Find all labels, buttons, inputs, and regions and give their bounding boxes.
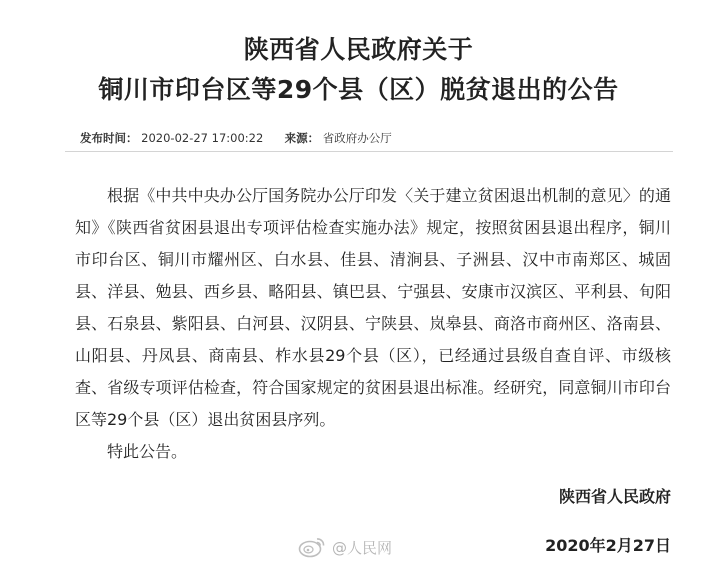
signature-date: 2020年2月27日 [545,536,671,555]
source-label: 来源： [284,131,320,145]
source: 省政府办公厅 [322,131,392,145]
publish-time-label: 发布时间： [80,131,138,145]
watermark-text: @人民网 [332,538,393,557]
title-line-1: 陕西省人民政府关于 [243,35,474,64]
body-paragraph: 根据《中共中央办公厅国务院办公厅印发〈关于建立贫困退出机制的意见〉的通知》《陕西省贫困县退出专项评估检查实施办法》规定，按照贫困县退出程序，铜川市印台区、铜川市耀州区、白水县、佳县、清涧县、子洲县、汉中市南郑区、城固县、洋县、勉县、西乡县、略阳县、镇巴县、宁强县、安康市汉滨区、平利县、旬阳县、石泉县、紫阳县、白河县、汉阴县、宁陕县、岚皋县、商洛市商州区、洛南县、山阳县、丹凤县、商南县、柞水县29个县（区），已经通过县级自查自评、市级核查、省级专项评估检查，符合国家规定的贫困县退出标准。经研究，同意铜川市印台区等29个县（区）退出贫困县序列。 [75,186,671,429]
weibo-icon [298,536,326,558]
watermark [298,536,392,558]
title-line-2: 铜川市印台区等29个县（区）脱贫退出的公告 [98,75,619,104]
publish-time: 2020-02-27 17:00:22 [141,131,264,145]
signature-organization: 陕西省人民政府 [558,487,671,506]
closing-line: 特此公告。 [107,442,188,461]
meta-info [80,130,392,146]
divider [65,151,673,152]
